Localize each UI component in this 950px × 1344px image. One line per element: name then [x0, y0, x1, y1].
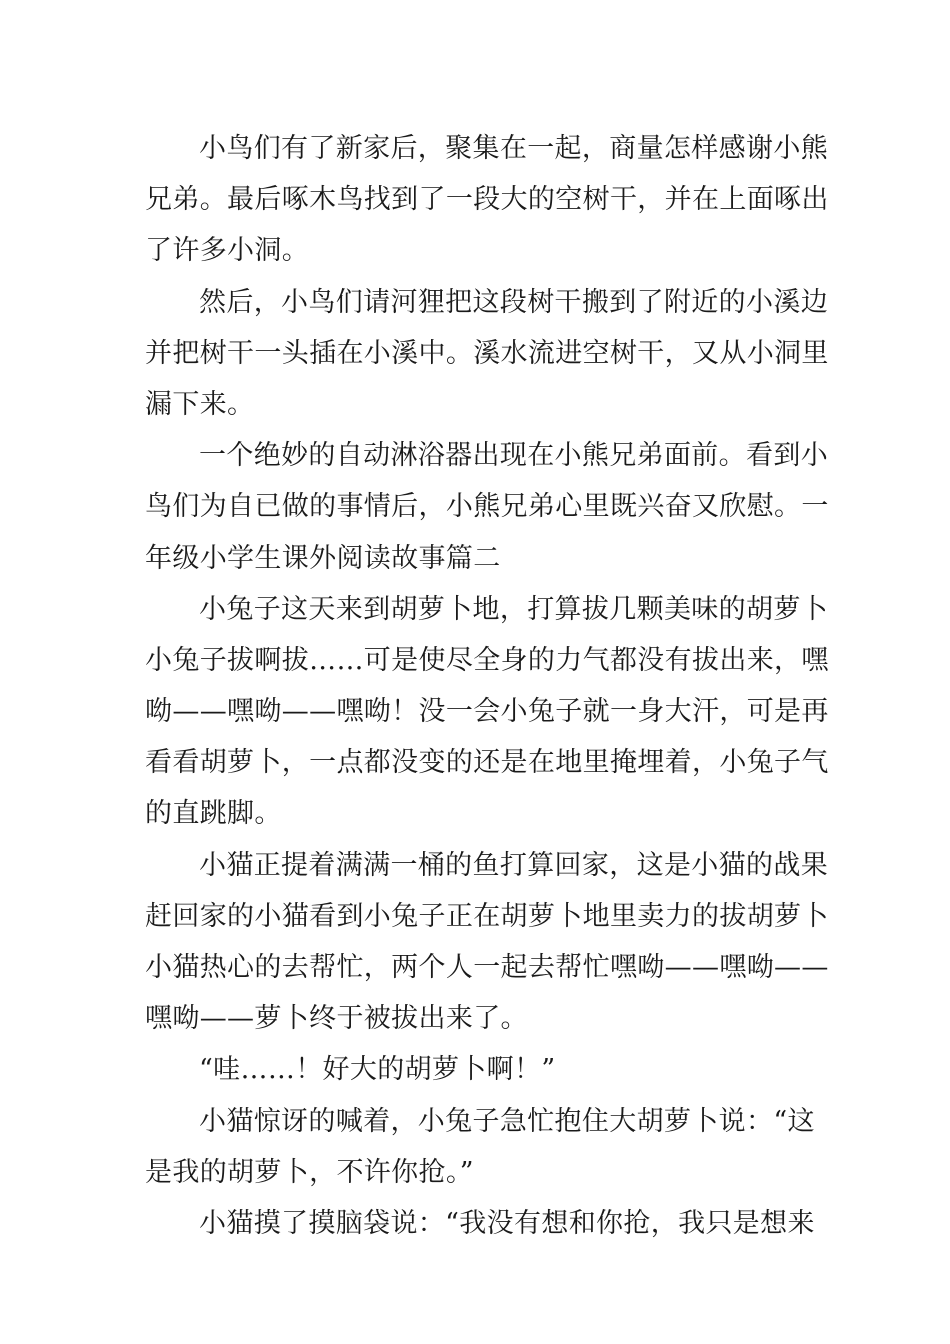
text-line: 然后，小鸟们请河狸把这段树干搬到了附近的小溪边 [199, 286, 829, 318]
text-line: 鸟们为自已做的事情后，小熊兄弟心里既兴奋又欣慰。一 [145, 491, 829, 523]
text-line: 一个绝妙的自动淋浴器出现在小熊兄弟面前。看到小 [199, 440, 829, 472]
text-line: 看看胡萝卜，一点都没变的还是在地里掩埋着，小兔子气 [145, 747, 829, 779]
text-line: 小猫摸了摸脑袋说：“我没有想和你抢，我只是想来 [199, 1207, 815, 1239]
text-line: 小兔子拔啊拔……可是使尽全身的力气都没有拔出来，嘿 [145, 644, 829, 676]
text-line: 是我的胡萝卜，不许你抢。” [145, 1156, 474, 1188]
text-line: 小兔子这天来到胡萝卜地，打算拔几颗美味的胡萝卜 [199, 593, 829, 625]
story-text [145, 123, 829, 1249]
text-line: 漏下来。 [145, 388, 255, 420]
text-line: 兄弟。最后啄木鸟找到了一段大的空树干，并在上面啄出 [145, 184, 829, 216]
text-line: 呦——嘿呦——嘿呦！没一会小兔子就一身大汗，可是再 [145, 696, 829, 728]
text-line: 并把树干一头插在小溪中。溪水流进空树干，又从小洞里 [145, 337, 829, 369]
text-line: 小猫惊讶的喊着，小兔子急忙抱住大胡萝卜说：“这 [199, 1105, 815, 1137]
text-line: 小猫热心的去帮忙，两个人一起去帮忙嘿呦——嘿呦—— [145, 952, 829, 983]
text-line: 小猫正提着满满一桶的鱼打算回家，这是小猫的战果 [199, 849, 829, 881]
text-line: 嘿呦——萝卜终于被拔出来了。 [145, 1003, 528, 1035]
text-line: “哇……！好大的胡萝卜啊！” [199, 1054, 556, 1086]
text-line: 赶回家的小猫看到小兔子正在胡萝卜地里卖力的拔胡萝卜 [145, 900, 829, 932]
text-line: 的直跳脚。 [145, 798, 282, 830]
text-line: 小鸟们有了新家后，聚集在一起，商量怎样感谢小熊 [199, 133, 829, 164]
text-line: 年级小学生课外阅读故事篇二 [145, 542, 501, 574]
text-line: 了许多小洞。 [145, 235, 310, 267]
